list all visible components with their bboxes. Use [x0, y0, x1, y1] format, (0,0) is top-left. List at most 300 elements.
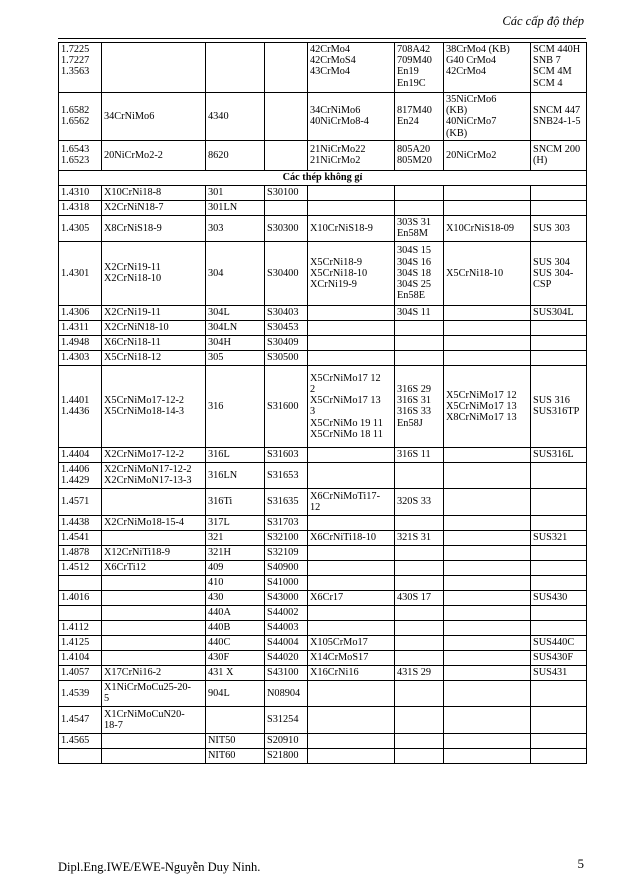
table-row [59, 560, 587, 575]
table-cell [308, 200, 395, 215]
table-cell [102, 447, 206, 462]
table-cell [395, 305, 444, 320]
cell-text: 304H [208, 337, 231, 349]
cell-text: 1.4310 [61, 187, 90, 199]
table-cell [265, 748, 308, 763]
table-cell [308, 305, 395, 320]
table-cell [265, 590, 308, 605]
table-cell [265, 447, 308, 462]
table-cell [59, 590, 102, 605]
table-cell [102, 241, 206, 305]
table-cell [102, 305, 206, 320]
cell-text: X10CrNiS18-09 [446, 222, 515, 234]
cell-text: 20NiCrMo2-2 [104, 149, 163, 161]
cell-text: N08904 [267, 687, 301, 699]
cell-text: 1.7225 1.7227 1.3563 [61, 44, 90, 78]
cell-text: X1NiCrMoCu25-20- 5 [104, 682, 191, 705]
table-row [59, 462, 587, 488]
table-cell [59, 462, 102, 488]
table-cell [444, 530, 531, 545]
table-cell [206, 620, 265, 635]
table-cell [102, 335, 206, 350]
cell-text: S30400 [267, 267, 299, 279]
cell-text: X6Cr17 [310, 592, 344, 604]
table-cell [206, 215, 265, 241]
cell-text: X17CrNi16-2 [104, 667, 162, 679]
cell-text: X6CrNi18-11 [104, 337, 161, 349]
table-cell [308, 680, 395, 706]
cell-text: 304L [208, 307, 230, 319]
table-cell [265, 680, 308, 706]
table-cell [102, 200, 206, 215]
cell-text: S41000 [267, 577, 299, 589]
table-cell [444, 43, 531, 93]
cell-text: 8620 [208, 149, 229, 161]
table-cell [206, 350, 265, 365]
table-cell [395, 635, 444, 650]
table-cell [531, 488, 587, 515]
cell-text: S31254 [267, 714, 299, 726]
table-cell [102, 185, 206, 200]
table-cell [308, 575, 395, 590]
cell-text: 1.4306 [61, 307, 90, 319]
table-cell [265, 545, 308, 560]
table-cell [308, 545, 395, 560]
table-cell [395, 365, 444, 447]
table-cell [59, 650, 102, 665]
table-cell [444, 665, 531, 680]
table-cell [395, 185, 444, 200]
table-cell [102, 620, 206, 635]
cell-text: S44020 [267, 652, 299, 664]
table-cell [395, 462, 444, 488]
cell-text: X10CrNi18-8 [104, 187, 162, 199]
table-cell [308, 462, 395, 488]
cell-text: 817M40 En24 [397, 105, 432, 128]
table-row [59, 320, 587, 335]
table-cell [206, 590, 265, 605]
table-cell [395, 515, 444, 530]
table-cell [531, 545, 587, 560]
table-cell [59, 575, 102, 590]
table-cell [531, 635, 587, 650]
table-cell [395, 215, 444, 241]
table-cell [265, 560, 308, 575]
table-row [59, 545, 587, 560]
table-cell [308, 215, 395, 241]
table-cell [206, 185, 265, 200]
cell-text: 1.4512 [61, 562, 90, 574]
table-cell [444, 488, 531, 515]
header-rule [58, 38, 586, 39]
table-row [59, 305, 587, 320]
cell-text: 410 [208, 577, 224, 589]
table-row [59, 185, 587, 200]
cell-text: S43000 [267, 592, 299, 604]
table-cell [265, 706, 308, 733]
cell-text: 303S 31 En58M [397, 217, 432, 240]
table-row [59, 335, 587, 350]
table-cell [308, 365, 395, 447]
table-cell [265, 185, 308, 200]
table-cell [206, 140, 265, 170]
cell-text: X8CrNiS18-9 [104, 222, 162, 234]
cell-text: 1.4057 [61, 667, 90, 679]
table-cell [206, 200, 265, 215]
cell-text: 1.4404 [61, 449, 90, 461]
cell-text: 20NiCrMo2 [446, 149, 497, 161]
table-cell [265, 93, 308, 141]
cell-text: SUS431 [533, 667, 568, 679]
table-cell [206, 241, 265, 305]
table-cell [395, 200, 444, 215]
table-cell [265, 605, 308, 620]
cell-text: 317L [208, 517, 230, 529]
table-cell [206, 488, 265, 515]
cell-text: S30453 [267, 322, 299, 334]
table-cell [265, 733, 308, 748]
table-cell [102, 665, 206, 680]
cell-text: 1.4016 [61, 592, 90, 604]
cell-text: X105CrMo17 [310, 637, 368, 649]
cell-text: 321S 31 [397, 532, 432, 544]
table-cell [59, 635, 102, 650]
table-row [59, 575, 587, 590]
table-cell [395, 488, 444, 515]
table-cell [395, 545, 444, 560]
table-cell [102, 140, 206, 170]
table-cell [206, 680, 265, 706]
table-cell [102, 545, 206, 560]
table-cell [308, 488, 395, 515]
table-cell [444, 241, 531, 305]
table-cell [59, 680, 102, 706]
table-cell [206, 530, 265, 545]
cell-text: X6CrTi12 [104, 562, 146, 574]
table-cell [59, 620, 102, 635]
table-cell [444, 620, 531, 635]
table-cell [444, 650, 531, 665]
table-cell [531, 680, 587, 706]
table-cell [308, 515, 395, 530]
cell-text: 305 [208, 352, 224, 364]
table-cell [308, 43, 395, 93]
table-row [59, 365, 587, 447]
cell-text: X2CrNi19-11 X2CrNi18-10 [104, 262, 162, 285]
table-cell [395, 43, 444, 93]
table-cell [308, 320, 395, 335]
table-cell [531, 305, 587, 320]
cell-text: X5CrNi18-12 [104, 352, 162, 364]
table-cell [265, 200, 308, 215]
cell-text: 430 [208, 592, 224, 604]
table-cell [59, 320, 102, 335]
cell-text: 316 [208, 400, 224, 412]
table-cell [395, 620, 444, 635]
table-cell [102, 605, 206, 620]
table-row [59, 733, 587, 748]
cell-text: 1.4547 [61, 714, 90, 726]
cell-text: 440B [208, 622, 231, 634]
table-cell [102, 680, 206, 706]
table-cell [102, 462, 206, 488]
cell-text: S44002 [267, 607, 299, 619]
table-cell [206, 305, 265, 320]
table-cell [308, 241, 395, 305]
table-cell [206, 320, 265, 335]
table-cell [102, 530, 206, 545]
table-row [59, 447, 587, 462]
cell-text: 4340 [208, 110, 229, 122]
cell-text: 1.4571 [61, 496, 90, 508]
cell-text: 1.4406 1.4429 [61, 464, 90, 487]
table-cell [444, 590, 531, 605]
table-row [59, 620, 587, 635]
table-cell [59, 605, 102, 620]
table-row [59, 350, 587, 365]
cell-text: 430F [208, 652, 230, 664]
table-row [59, 605, 587, 620]
cell-text: X5CrNi18-10 [446, 267, 504, 279]
cell-text: X2CrNiN18-10 [104, 322, 169, 334]
table-cell [59, 447, 102, 462]
table-cell [265, 635, 308, 650]
table-row [59, 43, 587, 93]
table-cell [395, 665, 444, 680]
cell-text: SNCM 447 SNB24-1-5 [533, 105, 581, 128]
cell-text: S21800 [267, 750, 299, 762]
table-cell [59, 515, 102, 530]
cell-text: 904L [208, 687, 230, 699]
table-cell [444, 605, 531, 620]
table-cell [444, 545, 531, 560]
table-cell [444, 200, 531, 215]
cell-text: 1.4125 [61, 637, 90, 649]
table-cell [265, 140, 308, 170]
cell-text: 1.4948 [61, 337, 90, 349]
table-cell [102, 43, 206, 93]
cell-text: SUS440C [533, 637, 575, 649]
table-cell [102, 590, 206, 605]
table-row [59, 530, 587, 545]
table-cell [102, 635, 206, 650]
table-cell [265, 365, 308, 447]
table-cell [531, 215, 587, 241]
table-cell [395, 680, 444, 706]
table-cell [102, 365, 206, 447]
table-cell [531, 350, 587, 365]
table-cell [531, 462, 587, 488]
table-cell [59, 241, 102, 305]
table-cell [308, 335, 395, 350]
table-cell [531, 560, 587, 575]
table-cell [59, 93, 102, 141]
table-cell [444, 93, 531, 141]
table-cell [395, 605, 444, 620]
table-cell [308, 706, 395, 733]
cell-text: S44003 [267, 622, 299, 634]
cell-text: SNCM 200 (H) [533, 144, 581, 167]
cell-text: 316L [208, 449, 230, 461]
table-cell [444, 215, 531, 241]
table-cell [531, 706, 587, 733]
table-cell [444, 335, 531, 350]
table-cell [102, 215, 206, 241]
section-title: Các thép không gỉ [59, 170, 587, 185]
table-cell [206, 575, 265, 590]
cell-text: 1.4565 [61, 735, 90, 747]
table-cell [206, 335, 265, 350]
table-cell [102, 488, 206, 515]
table-cell [444, 462, 531, 488]
cell-text: NIT50 [208, 735, 236, 747]
table-row [59, 706, 587, 733]
table-cell [531, 733, 587, 748]
table-cell [531, 241, 587, 305]
table-row [59, 515, 587, 530]
cell-text: 316Ti [208, 496, 233, 508]
table-cell [206, 733, 265, 748]
table-cell [531, 447, 587, 462]
table-cell [395, 706, 444, 733]
table-cell [444, 140, 531, 170]
cell-text: 321H [208, 547, 231, 559]
cell-text: X10CrNiS18-9 [310, 222, 373, 234]
table-cell [265, 43, 308, 93]
cell-text: 1.4539 [61, 687, 90, 699]
cell-text: S31635 [267, 496, 299, 508]
table-cell [308, 748, 395, 763]
cell-text: S30409 [267, 337, 299, 349]
table-cell [206, 560, 265, 575]
table-cell [395, 335, 444, 350]
table-cell [102, 733, 206, 748]
table-cell [265, 620, 308, 635]
table-cell [102, 575, 206, 590]
cell-text: X6CrNiTi18-10 [310, 532, 376, 544]
table-cell [531, 575, 587, 590]
table-cell [59, 545, 102, 560]
cell-text: 805A20 805M20 [397, 144, 432, 167]
cell-text: X5CrNiMo17-12-2 X5CrNiMo18-14-3 [104, 395, 185, 418]
table-cell [308, 635, 395, 650]
cell-text: 1.4305 [61, 222, 90, 234]
cell-text: SUS430F [533, 652, 574, 664]
table-cell [444, 515, 531, 530]
cell-text: 303 [208, 222, 224, 234]
cell-text: S20910 [267, 735, 299, 747]
table-cell [531, 93, 587, 141]
table-cell [59, 530, 102, 545]
table-cell [206, 650, 265, 665]
table-cell [308, 605, 395, 620]
cell-text: SUS304L [533, 307, 574, 319]
cell-text: 1.4311 [61, 322, 89, 334]
table-cell [265, 515, 308, 530]
cell-text: S32109 [267, 547, 299, 559]
table-cell [444, 320, 531, 335]
cell-text: 304S 11 [397, 307, 431, 319]
cell-text: X5CrNiMo17 12 2 X5CrNiMo17 13 3 X5CrNiMo 19 11 X5CrNiMo 18 11 [310, 372, 383, 440]
table-cell [444, 733, 531, 748]
cell-text: S31653 [267, 469, 299, 481]
table-cell [59, 665, 102, 680]
table-cell [531, 185, 587, 200]
table-cell [531, 515, 587, 530]
table-cell [531, 590, 587, 605]
table-cell [102, 93, 206, 141]
table-cell [102, 320, 206, 335]
table-cell [395, 350, 444, 365]
table-row [59, 140, 587, 170]
cell-text: 316LN [208, 469, 238, 481]
table-cell [395, 447, 444, 462]
table-cell [102, 706, 206, 733]
table-cell [531, 43, 587, 93]
table-cell [206, 748, 265, 763]
table-cell [395, 140, 444, 170]
cell-text: 1.4112 [61, 622, 89, 634]
table-cell [308, 590, 395, 605]
table-cell [206, 665, 265, 680]
cell-text: NIT60 [208, 750, 236, 762]
cell-text: 1.4104 [61, 652, 90, 664]
table-cell [444, 748, 531, 763]
table-cell [59, 350, 102, 365]
table-cell [444, 706, 531, 733]
table-cell [206, 43, 265, 93]
table-cell [308, 560, 395, 575]
table-cell [206, 447, 265, 462]
table-cell [102, 560, 206, 575]
table-row [59, 241, 587, 305]
cell-text: 304S 15 304S 16 304S 18 304S 25 En58E [397, 245, 432, 302]
table-row [59, 488, 587, 515]
cell-text: X5CrNiMo17 12 X5CrNiMo17 13 X8CrNiMo17 13 [446, 389, 517, 423]
table-row [59, 680, 587, 706]
cell-text: 316S 29 316S 31 316S 33 En58J [397, 383, 432, 429]
table-cell [531, 650, 587, 665]
page-header-title: Các cấp độ thép [502, 14, 584, 28]
table-cell [531, 605, 587, 620]
table-cell [206, 515, 265, 530]
table-cell [308, 530, 395, 545]
cell-text: 1.4318 [61, 202, 90, 214]
cell-text: X2CrNiMo17-12-2 [104, 449, 185, 461]
table-cell [59, 560, 102, 575]
table-row [59, 215, 587, 241]
table-cell [444, 447, 531, 462]
table-cell [206, 365, 265, 447]
cell-text: S43100 [267, 667, 299, 679]
table-cell [59, 185, 102, 200]
table-cell [265, 650, 308, 665]
table-cell [308, 350, 395, 365]
table-cell [531, 620, 587, 635]
cell-text: 42CrMo4 42CrMoS4 43CrMo4 [310, 44, 356, 78]
cell-text: 301LN [208, 202, 238, 214]
cell-text: 21NiCrMo22 21NiCrMo2 [310, 144, 366, 167]
cell-text: SUS430 [533, 592, 568, 604]
cell-text: 316S 11 [397, 449, 431, 461]
table-row [59, 635, 587, 650]
cell-text: 34CrNiMo6 [104, 110, 155, 122]
table-cell [206, 706, 265, 733]
cell-text: SCM 440H SNB 7 SCM 4M SCM 4 [533, 44, 581, 89]
cell-text: X2CrNiN18-7 [104, 202, 164, 214]
table-cell [395, 560, 444, 575]
table-cell [265, 462, 308, 488]
